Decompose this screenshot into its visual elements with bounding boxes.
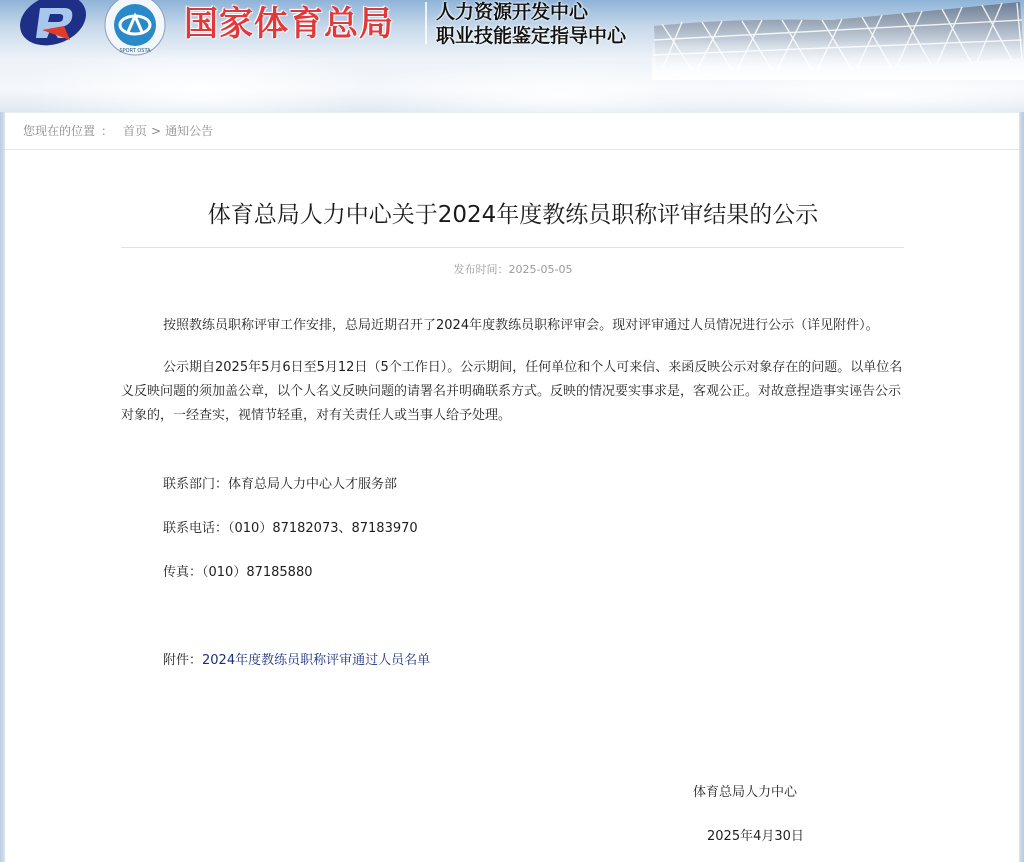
contact-department — [163, 475, 397, 495]
contact-department-label: 联系部门： — [163, 477, 229, 492]
publish-date-label: 发布时间： — [453, 263, 509, 276]
signature-date: 2025年4月30日 — [707, 829, 804, 844]
article-body — [121, 314, 907, 445]
paragraph-1: 按照教练员职称评审工作安排，总局近期召开了2024年度教练员职称评审会。现对评审通过人员情况进行公示（详见附件）。 — [163, 318, 879, 333]
contact-fax-value: （010）87185880 — [202, 565, 313, 580]
attachment — [163, 651, 430, 671]
breadcrumb-home-link[interactable]: 首页 — [123, 124, 148, 138]
logo-ring-text: SPORT OSTA — [119, 48, 151, 54]
breadcrumb-colon: ： — [101, 124, 114, 138]
article-title: 体育总局人力中心关于2024年度教练员职称评审结果的公示 — [207, 202, 819, 228]
header-divider — [425, 2, 427, 44]
publish-date — [5, 262, 1021, 278]
birds-nest-stadium-image — [652, 0, 1024, 80]
attachment-label: 附件： — [163, 653, 203, 668]
publish-date-value: 2025-05-05 — [508, 263, 573, 276]
contact-fax — [163, 563, 313, 583]
org-subtitle — [436, 0, 626, 48]
org-name: 国家体育总局 — [184, 4, 394, 44]
signature-org: 体育总局人力中心 — [693, 785, 798, 800]
breadcrumb — [5, 112, 1019, 150]
r-logo-icon — [18, 0, 88, 46]
site-header-banner — [0, 0, 1024, 112]
contact-phone — [163, 519, 418, 539]
content-panel — [4, 112, 1020, 862]
attachment-link[interactable]: 2024年度教练员职称评审通过人员名单 — [202, 653, 431, 668]
contact-fax-label: 传真： — [163, 565, 203, 580]
subtitle-line-1: 人力资源开发中心 — [436, 1, 589, 23]
paragraph-2: 公示期自2025年5月6日至5月12日（5个工作日）。公示期间，任何单位和个人可来信、来函反映公示对象存在的问题。以单位名义反映问题的须加盖公章，以个人名义反映问题的请署名并明确联系方式。反映的情况要实事求是，客观公正。对故意捏造事实诬告公示对象的，一经查实，视情节轻重，对有关责任人或当事人给予处理。 — [121, 360, 903, 423]
contact-phone-value: （010）87182073、87183970 — [228, 521, 418, 536]
title-divider — [121, 247, 904, 248]
breadcrumb-label: 您现在的位置 — [23, 124, 96, 138]
subtitle-line-2: 职业技能鉴定指导中心 — [436, 25, 627, 47]
breadcrumb-notices-link[interactable]: 通知公告 — [165, 124, 214, 138]
breadcrumb-separator: > — [151, 124, 162, 138]
contact-department-value: 体育总局人力中心人才服务部 — [228, 477, 398, 492]
contact-phone-label: 联系电话： — [163, 521, 229, 536]
sport-osta-logo-icon — [104, 0, 166, 56]
